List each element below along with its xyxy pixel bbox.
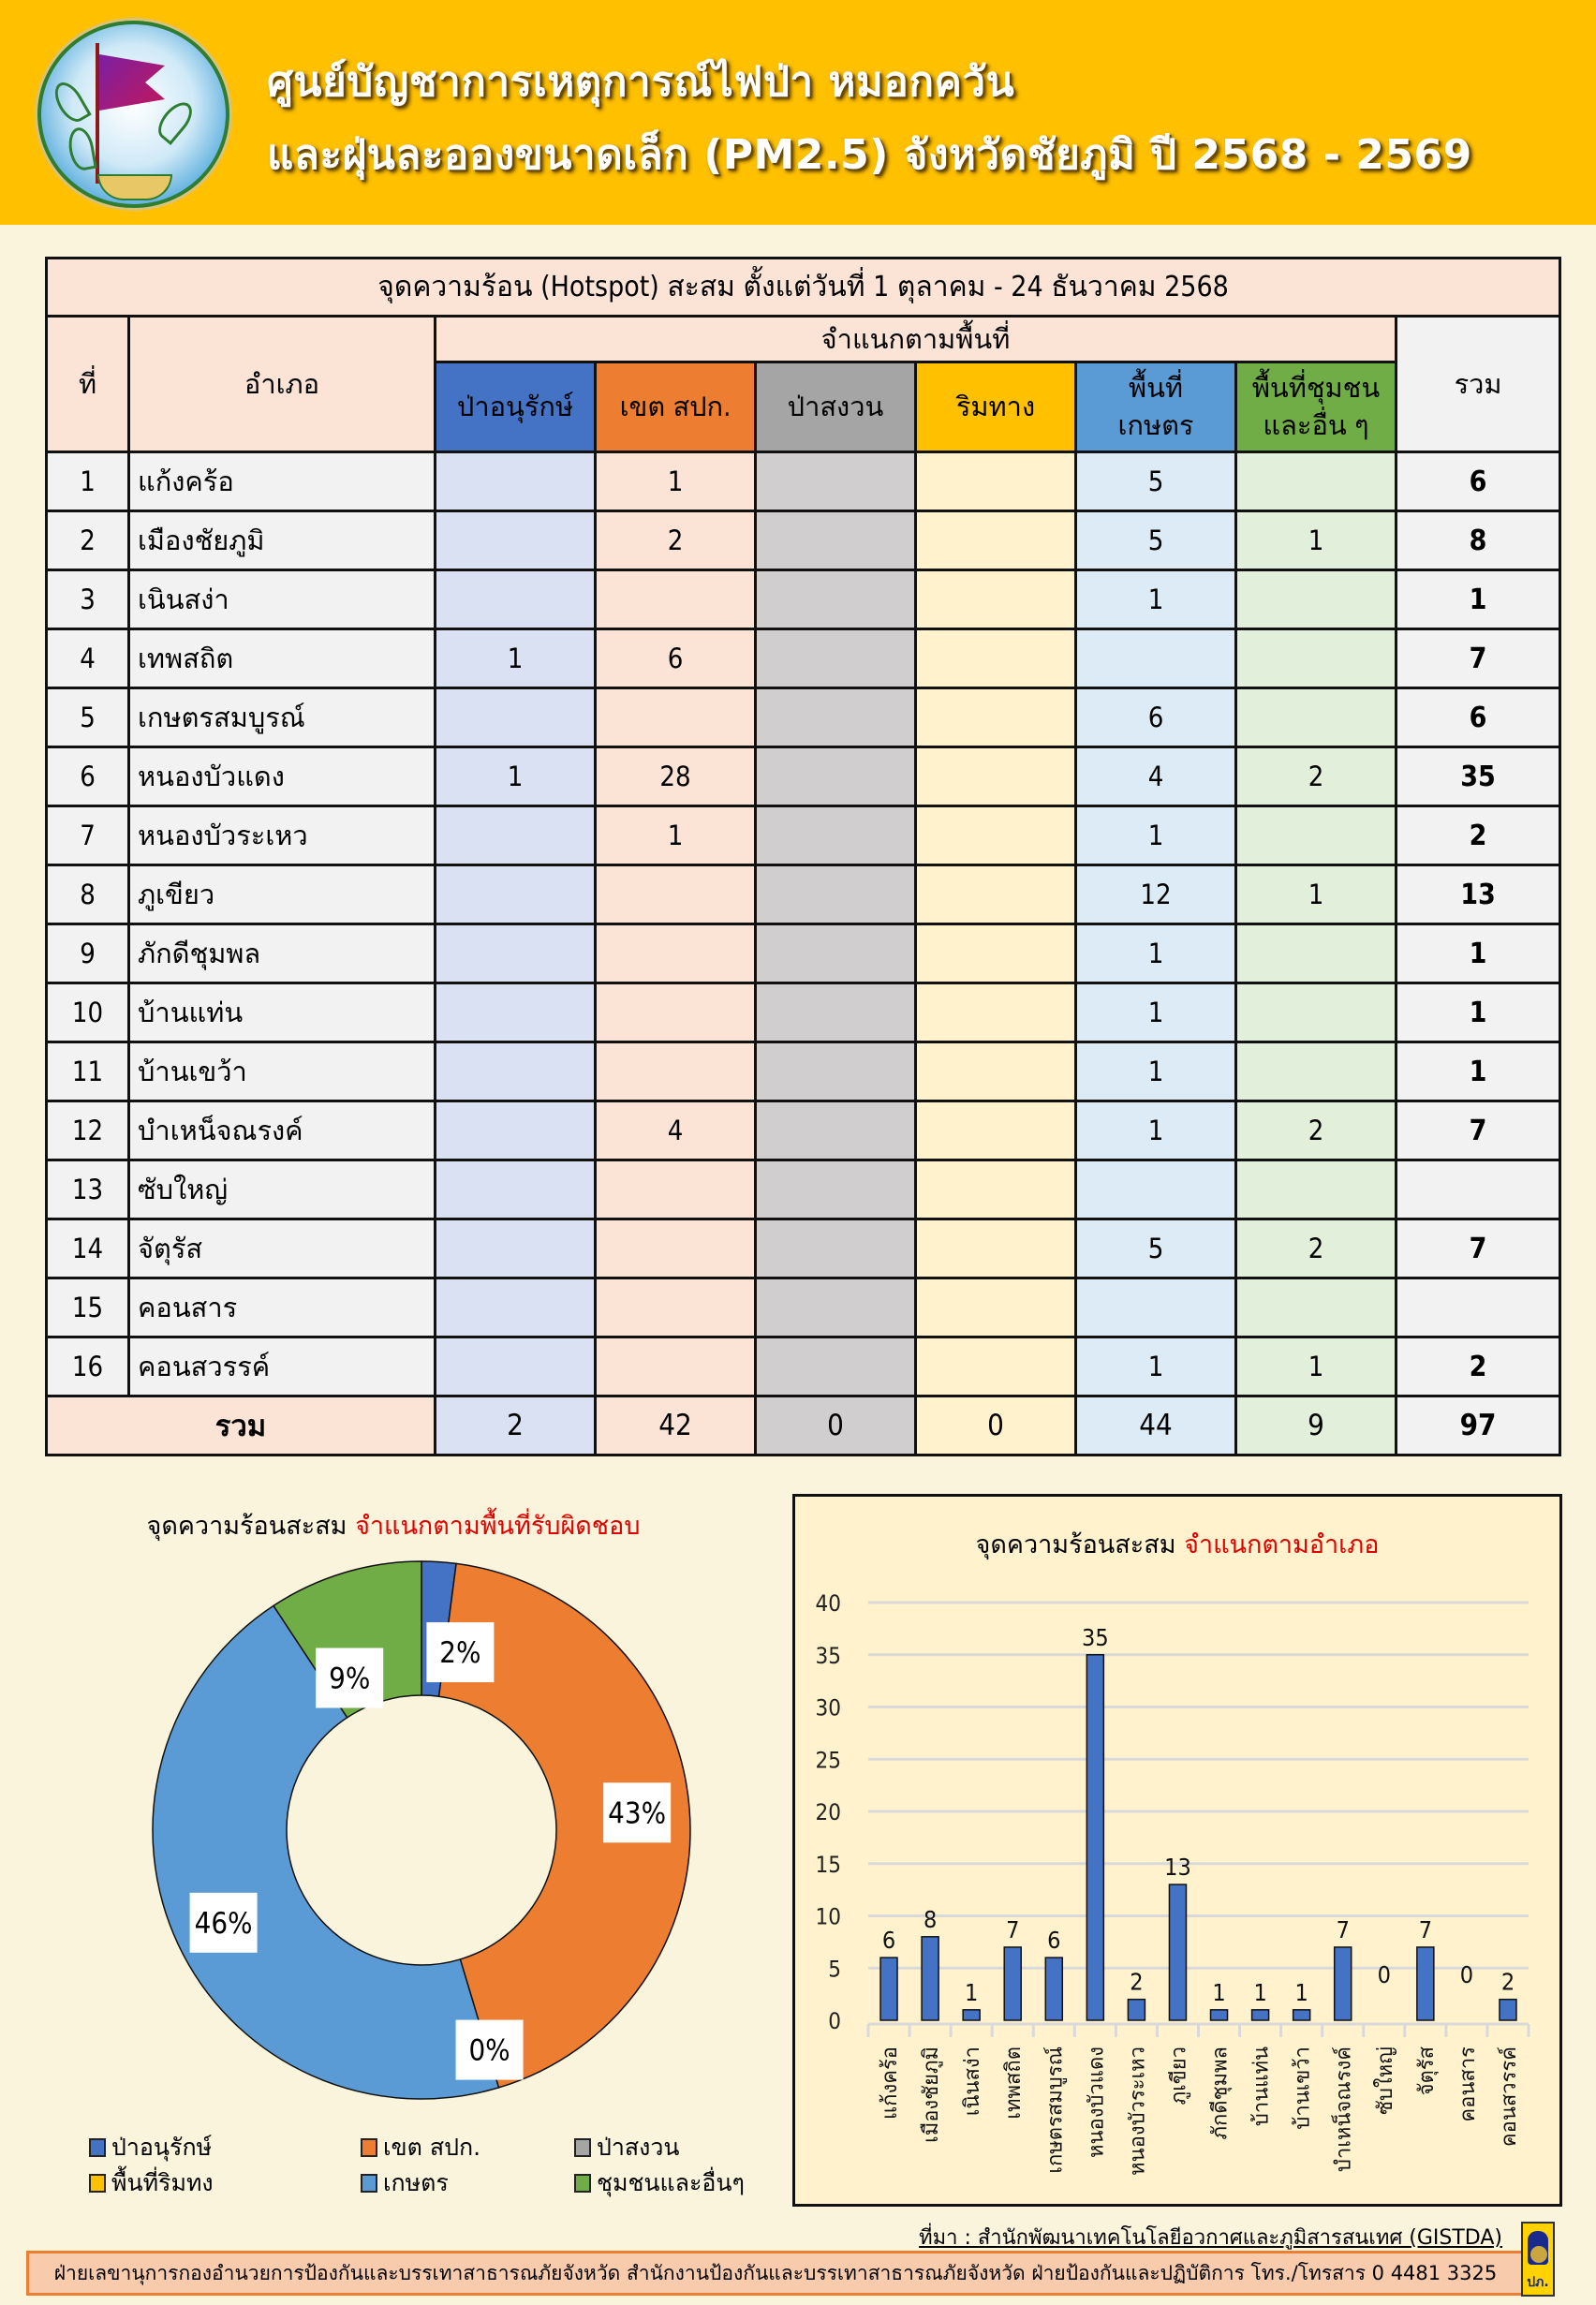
table-row [47, 924, 1560, 983]
cell-conservation-forest [756, 1278, 916, 1337]
page-title-line1: ศูนย์บัญชาการเหตุการณ์ไฟป่า หมอกควัน [267, 58, 1015, 106]
table-row [47, 865, 1560, 924]
district-name: เนินสง่า [129, 570, 436, 629]
row-number: 15 [47, 1278, 129, 1337]
cell-reserved-forest [436, 688, 596, 747]
bar [1335, 1947, 1352, 2020]
cell-roadside [916, 924, 1076, 983]
row-total: 6 [1396, 688, 1560, 747]
cell-agriculture [1076, 1160, 1236, 1219]
district-name: คอนสวรรค์ [129, 1337, 436, 1396]
cell-roadside [916, 1101, 1076, 1160]
legend-label: เกษตร [383, 2169, 449, 2196]
legend-swatch [89, 2138, 106, 2157]
cell-conservation-forest [756, 1219, 916, 1278]
district-name: คอนสาร [129, 1278, 436, 1337]
cell-reserved-forest [436, 570, 596, 629]
row-total: 1 [1396, 1042, 1560, 1101]
legend-item [361, 2129, 480, 2166]
cell-reserved-forest: 1 [436, 747, 596, 806]
legend-item [361, 2165, 449, 2202]
cell-community [1236, 1278, 1396, 1337]
x-category-label: เมืองชัยภูมิ [920, 2046, 944, 2143]
bar-data-label: 6 [1047, 1927, 1061, 1955]
cell-reserved-forest [436, 1042, 596, 1101]
x-category-label: บ้านแท่น [1249, 2046, 1274, 2127]
cell-roadside [916, 629, 1076, 688]
cell-conservation-forest [756, 1160, 916, 1219]
cell-conservation-forest [756, 570, 916, 629]
district-name: ภูเขียว [129, 865, 436, 924]
cell-community: 1 [1236, 511, 1396, 570]
bar-data-label: 1 [965, 1978, 979, 2006]
row-number: 16 [47, 1337, 129, 1396]
row-total: 1 [1396, 983, 1560, 1042]
cell-alro [596, 865, 756, 924]
y-tick-label: 10 [815, 1903, 841, 1930]
table-row [47, 452, 1560, 511]
district-name: หนองบัวแดง [129, 747, 436, 806]
row-total: 7 [1396, 629, 1560, 688]
col-header-line1: เขต สปก. [619, 390, 732, 422]
cell-reserved-forest [436, 511, 596, 570]
cell-conservation-forest [756, 806, 916, 865]
bar [1211, 2010, 1228, 2020]
cell-community: 2 [1236, 1219, 1396, 1278]
legend-item [574, 2129, 680, 2166]
row-number: 11 [47, 1042, 129, 1101]
x-category-label: ภักดีชุมพล [1208, 2046, 1233, 2140]
donut-title-black: จุดความร้อนสะสม [146, 1512, 347, 1541]
row-number: 6 [47, 747, 129, 806]
y-tick-label: 0 [828, 2008, 841, 2034]
x-category-label: คอนสาร [1456, 2046, 1480, 2122]
legend-label: เขต สปก. [383, 2134, 481, 2161]
legend-label: ป่าอนุรักษ์ [111, 2134, 213, 2161]
cell-community [1236, 806, 1396, 865]
district-name: บ้านเขว้า [129, 1042, 436, 1101]
cell-conservation-forest [756, 1101, 916, 1160]
cell-roadside [916, 1042, 1076, 1101]
badge-text: ปภ. [1527, 2275, 1549, 2290]
col-header-no: ที่ [47, 317, 129, 452]
legend-swatch [361, 2174, 377, 2193]
col-header-line1: พื้นที่ [1128, 372, 1184, 405]
row-total [1396, 1160, 1560, 1219]
bar-data-label: 1 [1212, 1978, 1226, 2006]
table-row [47, 806, 1560, 865]
legend-swatch [574, 2174, 591, 2193]
cell-agriculture: 1 [1076, 806, 1236, 865]
district-name: หนองบัวระเหว [129, 806, 436, 865]
cell-roadside [916, 1219, 1076, 1278]
row-total [1396, 1278, 1560, 1337]
data-source: ที่มา : สำนักพัฒนาเทคโนโลยีอวกาศและภูมิสารสนเทศ (GISTDA) [919, 2226, 1502, 2250]
cell-community [1236, 570, 1396, 629]
district-name: แก้งคร้อ [129, 452, 436, 511]
bar-data-label: 35 [1082, 1623, 1109, 1651]
x-category-label: บำเหน็จณรงค์ [1332, 2046, 1356, 2172]
bar-data-label: 1 [1294, 1978, 1308, 2006]
cell-alro [596, 570, 756, 629]
row-number: 4 [47, 629, 129, 688]
table-row [47, 629, 1560, 688]
bar [1252, 2010, 1269, 2020]
col-header-community [1236, 362, 1396, 452]
cell-agriculture: 12 [1076, 865, 1236, 924]
x-category-label: หนองบัวระเหว [1126, 2046, 1150, 2176]
col-header-agriculture [1076, 362, 1236, 452]
row-total: 2 [1396, 1337, 1560, 1396]
row-number: 12 [47, 1101, 129, 1160]
bar-data-label: 2 [1500, 1968, 1515, 1996]
cell-alro [596, 983, 756, 1042]
bar-data-label: 1 [1253, 1978, 1267, 2006]
bar [1086, 1655, 1103, 2020]
row-number: 3 [47, 570, 129, 629]
bar-data-label: 0 [1377, 1961, 1391, 1988]
y-tick-label: 5 [828, 1956, 841, 1983]
sum-roadside: 0 [916, 1396, 1076, 1455]
row-number: 10 [47, 983, 129, 1042]
cell-agriculture: 1 [1076, 1337, 1236, 1396]
col-header-line1: พื้นที่ชุมชน [1251, 372, 1381, 405]
y-tick-label: 40 [815, 1590, 841, 1617]
cell-agriculture: 1 [1076, 1101, 1236, 1160]
col-header-area-group: จำแนกตามพื้นที่ [436, 317, 1396, 362]
sum-reserved-forest: 2 [436, 1396, 596, 1455]
bar [963, 2010, 980, 2020]
x-category-label: เกษตรสมบูรณ์ [1043, 2046, 1068, 2174]
cell-community [1236, 1042, 1396, 1101]
bar [1128, 2000, 1145, 2020]
cell-alro: 6 [596, 629, 756, 688]
cell-reserved-forest [436, 806, 596, 865]
cell-agriculture: 6 [1076, 688, 1236, 747]
sum-conservation-forest: 0 [756, 1396, 916, 1455]
y-tick-label: 15 [815, 1851, 841, 1878]
x-category-label: เทพสถิต [1002, 2046, 1027, 2120]
grand-total: 97 [1396, 1396, 1560, 1455]
table-row [47, 511, 1560, 570]
cell-reserved-forest [436, 983, 596, 1042]
bar [1004, 1947, 1021, 2020]
donut-data-label [316, 1648, 383, 1708]
donut-label-text: 46% [194, 1906, 253, 1941]
header-banner [0, 0, 1596, 225]
row-total: 6 [1396, 452, 1560, 511]
cell-reserved-forest [436, 1160, 596, 1219]
cell-roadside [916, 747, 1076, 806]
flag [99, 54, 165, 111]
cell-conservation-forest [756, 688, 916, 747]
cell-agriculture: 5 [1076, 1219, 1236, 1278]
legend-swatch [89, 2174, 106, 2193]
cell-reserved-forest [436, 1101, 596, 1160]
cell-agriculture: 4 [1076, 747, 1236, 806]
leaf-ornament [66, 126, 97, 172]
footer-text: ฝ่ายเลขานุการกองอำนวยการป้องกันและบรรเทาสาธารณภัยจังหวัด สำนักงานป้องกันและบรรเทาสาธารณภัยจังหวัด ฝ่ายป้องกันและปฏิบัติการ โทร./โทรสาร 0 4481 3325 [53, 2261, 1498, 2284]
table-row [47, 1278, 1560, 1337]
district-name: ภักดีชุมพล [129, 924, 436, 983]
page-title-line2: และฝุ่นละอองขนาดเล็ก (PM2.5) จังหวัดชัยภูมิ ปี 2568 - 2569 [267, 131, 1472, 179]
donut-label-text: 0% [468, 2033, 510, 2068]
cell-agriculture [1076, 629, 1236, 688]
bar-data-label: 0 [1459, 1961, 1474, 1988]
district-name: ซับใหญ่ [129, 1160, 436, 1219]
cell-community [1236, 983, 1396, 1042]
dpm-hand-emblem-icon [1521, 2222, 1555, 2297]
district-name: จัตุรัส [129, 1219, 436, 1278]
row-number: 13 [47, 1160, 129, 1219]
table-row [47, 688, 1560, 747]
cell-alro [596, 924, 756, 983]
bar-data-label: 7 [1006, 1915, 1020, 1943]
cell-roadside [916, 511, 1076, 570]
col-header-line2: และอื่น ๆ [1263, 408, 1369, 441]
y-tick-label: 25 [815, 1747, 841, 1774]
col-header-alro [596, 362, 756, 452]
cell-roadside [916, 1278, 1076, 1337]
col-header-line1: ริมทาง [955, 390, 1036, 422]
cell-roadside [916, 865, 1076, 924]
district-name: บำเหน็จณรงค์ [129, 1101, 436, 1160]
x-category-label: จัตุรัส [1414, 2046, 1439, 2096]
cell-alro [596, 1278, 756, 1337]
row-total: 1 [1396, 924, 1560, 983]
cell-community [1236, 1160, 1396, 1219]
table-sum-row [47, 1396, 1560, 1455]
bar [922, 1937, 938, 2020]
legend-label: ชุมชนและอื่นๆ [597, 2169, 745, 2196]
cell-roadside [916, 452, 1076, 511]
cell-alro: 4 [596, 1101, 756, 1160]
cell-alro [596, 688, 756, 747]
cell-roadside [916, 806, 1076, 865]
cell-roadside [916, 983, 1076, 1042]
col-header-district: อำเภอ [129, 317, 436, 452]
row-total: 1 [1396, 570, 1560, 629]
cell-alro: 28 [596, 747, 756, 806]
bar-chart-title [976, 1530, 1380, 1560]
cell-alro: 2 [596, 511, 756, 570]
table-caption: จุดความร้อน (Hotspot) สะสม ตั้งแต่วันที่ 1 ตุลาคม - 24 ธันวาคม 2568 [47, 259, 1560, 317]
hotspot-table [45, 257, 1561, 1456]
cell-reserved-forest [436, 924, 596, 983]
district-name: เมืองชัยภูมิ [129, 511, 436, 570]
cell-reserved-forest [436, 1278, 596, 1337]
district-name: เกษตรสมบูรณ์ [129, 688, 436, 747]
cell-conservation-forest [756, 924, 916, 983]
col-header-line1: ป่าอนุรักษ์ [456, 390, 574, 422]
x-category-label: ภูเขียว [1167, 2046, 1191, 2106]
x-category-label: บ้านเขว้า [1291, 2046, 1315, 2130]
row-number: 2 [47, 511, 129, 570]
cell-conservation-forest [756, 1042, 916, 1101]
cell-community [1236, 629, 1396, 688]
bar-title-black: จุดความร้อนสะสม [975, 1530, 1176, 1559]
legend-swatch [361, 2138, 377, 2157]
legend-item [89, 2165, 214, 2202]
row-number: 1 [47, 452, 129, 511]
cell-reserved-forest [436, 1337, 596, 1396]
x-category-label: แก้งคร้อ [879, 2046, 903, 2120]
cell-reserved-forest [436, 865, 596, 924]
cell-community [1236, 924, 1396, 983]
cell-alro [596, 1042, 756, 1101]
seal-base [97, 174, 172, 200]
table-row [47, 747, 1560, 806]
cell-community [1236, 452, 1396, 511]
y-tick-label: 30 [815, 1694, 841, 1721]
bar-chart [792, 1494, 1562, 2207]
cell-conservation-forest [756, 511, 916, 570]
row-total: 7 [1396, 1219, 1560, 1278]
sum-alro: 42 [596, 1396, 756, 1455]
leaf-ornament [49, 78, 92, 127]
donut-chart [140, 1559, 702, 2112]
legend-item [89, 2129, 212, 2166]
cell-community: 2 [1236, 747, 1396, 806]
cell-conservation-forest [756, 629, 916, 688]
donut-label-text: 2% [439, 1636, 481, 1671]
y-tick-label: 35 [815, 1642, 841, 1669]
bar-data-label: 7 [1336, 1915, 1350, 1943]
table-row [47, 983, 1560, 1042]
col-header-line2: เกษตร [1117, 408, 1194, 441]
bar-data-label: 8 [923, 1905, 938, 1933]
sum-community: 9 [1236, 1396, 1396, 1455]
sum-label: รวม [47, 1396, 436, 1455]
legend-label: พื้นที่ริมทง [111, 2169, 214, 2196]
donut-data-label [190, 1893, 258, 1953]
donut-chart-title [56, 1505, 731, 1545]
footer-contact [26, 2251, 1525, 2296]
donut-label-text: 9% [329, 1662, 371, 1696]
bar-data-label: 13 [1164, 1854, 1191, 1882]
row-total: 35 [1396, 747, 1560, 806]
donut-data-label [426, 1622, 494, 1682]
cell-agriculture [1076, 1278, 1236, 1337]
cell-community [1236, 688, 1396, 747]
bar-data-label: 2 [1130, 1968, 1144, 1996]
cell-agriculture: 5 [1076, 511, 1236, 570]
row-number: 5 [47, 688, 129, 747]
row-number: 14 [47, 1219, 129, 1278]
bar-data-label: 6 [881, 1927, 896, 1955]
leaf-ornament [152, 96, 198, 145]
cell-roadside [916, 570, 1076, 629]
bar-title-red: จำแนกตามอำเภอ [1184, 1530, 1380, 1559]
legend-swatch [574, 2138, 591, 2157]
bar [1293, 2010, 1310, 2020]
row-number: 8 [47, 865, 129, 924]
row-total: 13 [1396, 865, 1560, 924]
bar [1500, 2000, 1516, 2020]
cell-conservation-forest [756, 865, 916, 924]
cell-alro: 1 [596, 452, 756, 511]
cell-community: 2 [1236, 1101, 1396, 1160]
bar [1417, 1947, 1434, 2020]
bar-data-label: 7 [1418, 1915, 1432, 1943]
bar [1169, 1884, 1186, 2020]
district-name: เทพสถิต [129, 629, 436, 688]
x-category-label: หนองบัวแดง [1085, 2046, 1109, 2159]
donut-title-red: จำแนกตามพื้นที่รับผิดชอบ [355, 1512, 641, 1541]
cell-conservation-forest [756, 1337, 916, 1396]
col-header-conservation-forest [756, 362, 916, 452]
table-row [47, 1337, 1560, 1396]
table-row [47, 1219, 1560, 1278]
table-row [47, 570, 1560, 629]
cell-alro [596, 1337, 756, 1396]
x-category-label: เนินสง่า [961, 2046, 985, 2117]
cell-agriculture: 1 [1076, 570, 1236, 629]
cell-reserved-forest: 1 [436, 629, 596, 688]
col-header-roadside [916, 362, 1076, 452]
table-row [47, 1160, 1560, 1219]
cell-conservation-forest [756, 983, 916, 1042]
cell-agriculture: 1 [1076, 1042, 1236, 1101]
legend-label: ป่าสงวน [597, 2134, 680, 2161]
row-total: 8 [1396, 511, 1560, 570]
donut-data-label [603, 1782, 671, 1842]
cell-roadside [916, 1337, 1076, 1396]
cell-community: 1 [1236, 1337, 1396, 1396]
cell-agriculture: 1 [1076, 924, 1236, 983]
table-row [47, 1042, 1560, 1101]
donut-label-text: 43% [608, 1796, 667, 1831]
row-total: 2 [1396, 806, 1560, 865]
donut-data-label [456, 2020, 524, 2080]
seal-shape [1530, 2246, 1547, 2263]
sum-agriculture: 44 [1076, 1396, 1236, 1455]
bar [1045, 1958, 1062, 2020]
cell-community: 1 [1236, 865, 1396, 924]
y-tick-label: 20 [815, 1799, 841, 1825]
cell-alro: 1 [596, 806, 756, 865]
cell-roadside [916, 1160, 1076, 1219]
x-category-label: คอนสวรรค์ [1497, 2046, 1521, 2148]
row-total: 7 [1396, 1101, 1560, 1160]
col-header-reserved-forest [436, 362, 596, 452]
col-header-total: รวม [1396, 317, 1560, 452]
cell-reserved-forest [436, 452, 596, 511]
cell-agriculture: 1 [1076, 983, 1236, 1042]
bar [880, 1958, 897, 2020]
district-name: บ้านแท่น [129, 983, 436, 1042]
cell-conservation-forest [756, 452, 916, 511]
cell-alro [596, 1219, 756, 1278]
row-number: 7 [47, 806, 129, 865]
cell-alro [596, 1160, 756, 1219]
chaiyaphum-province-seal-icon [37, 21, 229, 208]
x-category-label: ซับใหญ่ [1373, 2046, 1397, 2115]
col-header-line1: ป่าสงวน [787, 390, 884, 422]
table-row [47, 1101, 1560, 1160]
row-number: 9 [47, 924, 129, 983]
legend-item [574, 2165, 745, 2202]
cell-reserved-forest [436, 1219, 596, 1278]
cell-agriculture: 5 [1076, 452, 1236, 511]
cell-roadside [916, 688, 1076, 747]
cell-conservation-forest [756, 747, 916, 806]
